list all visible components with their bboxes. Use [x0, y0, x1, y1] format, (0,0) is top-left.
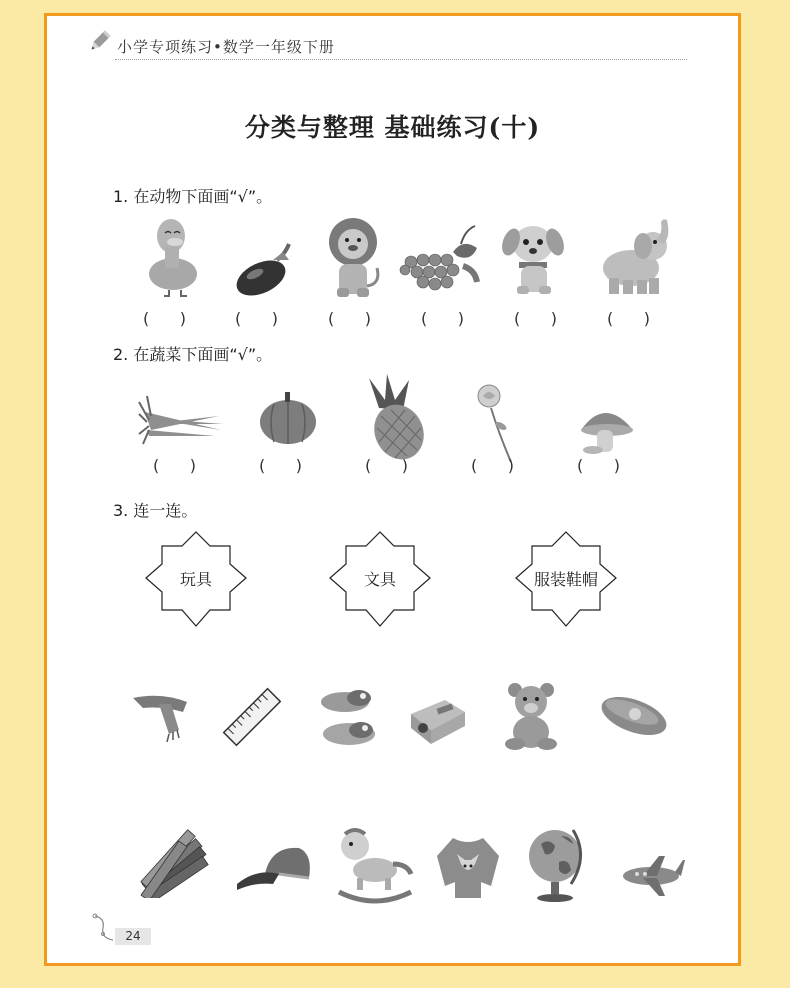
answer-blank[interactable]: ( ) — [153, 456, 196, 475]
grapes-image — [397, 222, 483, 296]
answer-blank[interactable]: ( ) — [143, 309, 186, 328]
page-header — [87, 28, 687, 64]
answer-blank[interactable]: ( ) — [421, 309, 464, 328]
colored-pencils-image[interactable] — [127, 826, 217, 898]
header-title: 小学专项练习•数学一年级下册 — [117, 38, 335, 56]
answer-blank[interactable]: ( ) — [328, 309, 371, 328]
question-3-prompt: 3. 连一连。 — [113, 501, 198, 520]
globe-image[interactable] — [525, 822, 591, 904]
swirl-decoration — [91, 912, 115, 942]
worksheet-page — [44, 13, 741, 966]
category-label-toys: 玩具 — [179, 570, 212, 589]
pencil-case-image[interactable] — [599, 688, 669, 744]
teddy-bear-image[interactable] — [501, 680, 561, 752]
carrots-image — [137, 390, 227, 446]
answer-blank[interactable]: ( ) — [607, 309, 650, 328]
answer-blank[interactable]: ( ) — [577, 456, 620, 475]
pineapple-image — [355, 372, 427, 462]
duck-image — [143, 216, 207, 298]
pumpkin-image — [257, 390, 319, 446]
question-2-prompt: 2. 在蔬菜下面画“√”。 — [113, 345, 273, 364]
answer-blank[interactable]: ( ) — [514, 309, 557, 328]
pencil-sharpener-image[interactable] — [405, 690, 471, 746]
rose-image — [473, 380, 513, 464]
ruler-image[interactable] — [219, 684, 285, 750]
pencil-icon — [87, 28, 113, 54]
mushroom-image — [577, 400, 637, 456]
elephant-image — [597, 216, 673, 298]
header-divider — [115, 59, 687, 60]
eggplant-image — [233, 240, 297, 298]
answer-blank[interactable]: ( ) — [471, 456, 514, 475]
sweater-image[interactable] — [435, 832, 501, 900]
rocking-horse-image[interactable] — [331, 826, 415, 906]
answer-blank[interactable]: ( ) — [235, 309, 278, 328]
category-label-clothing: 服装鞋帽 — [533, 570, 598, 589]
question-1-prompt: 1. 在动物下面画“√”。 — [113, 187, 273, 206]
cap-image[interactable] — [235, 844, 313, 894]
scarf-image[interactable] — [129, 690, 191, 744]
puppy-image — [501, 218, 567, 298]
page-number: 24 — [115, 928, 151, 945]
lion-image — [323, 216, 383, 300]
toy-airplane-image[interactable] — [619, 852, 685, 898]
page-title: 分类与整理 基础练习(十) — [244, 113, 541, 142]
answer-blank[interactable]: ( ) — [259, 456, 302, 475]
answer-blank[interactable]: ( ) — [365, 456, 408, 475]
category-label-stationery: 文具 — [363, 570, 396, 589]
slippers-image[interactable] — [317, 684, 381, 754]
